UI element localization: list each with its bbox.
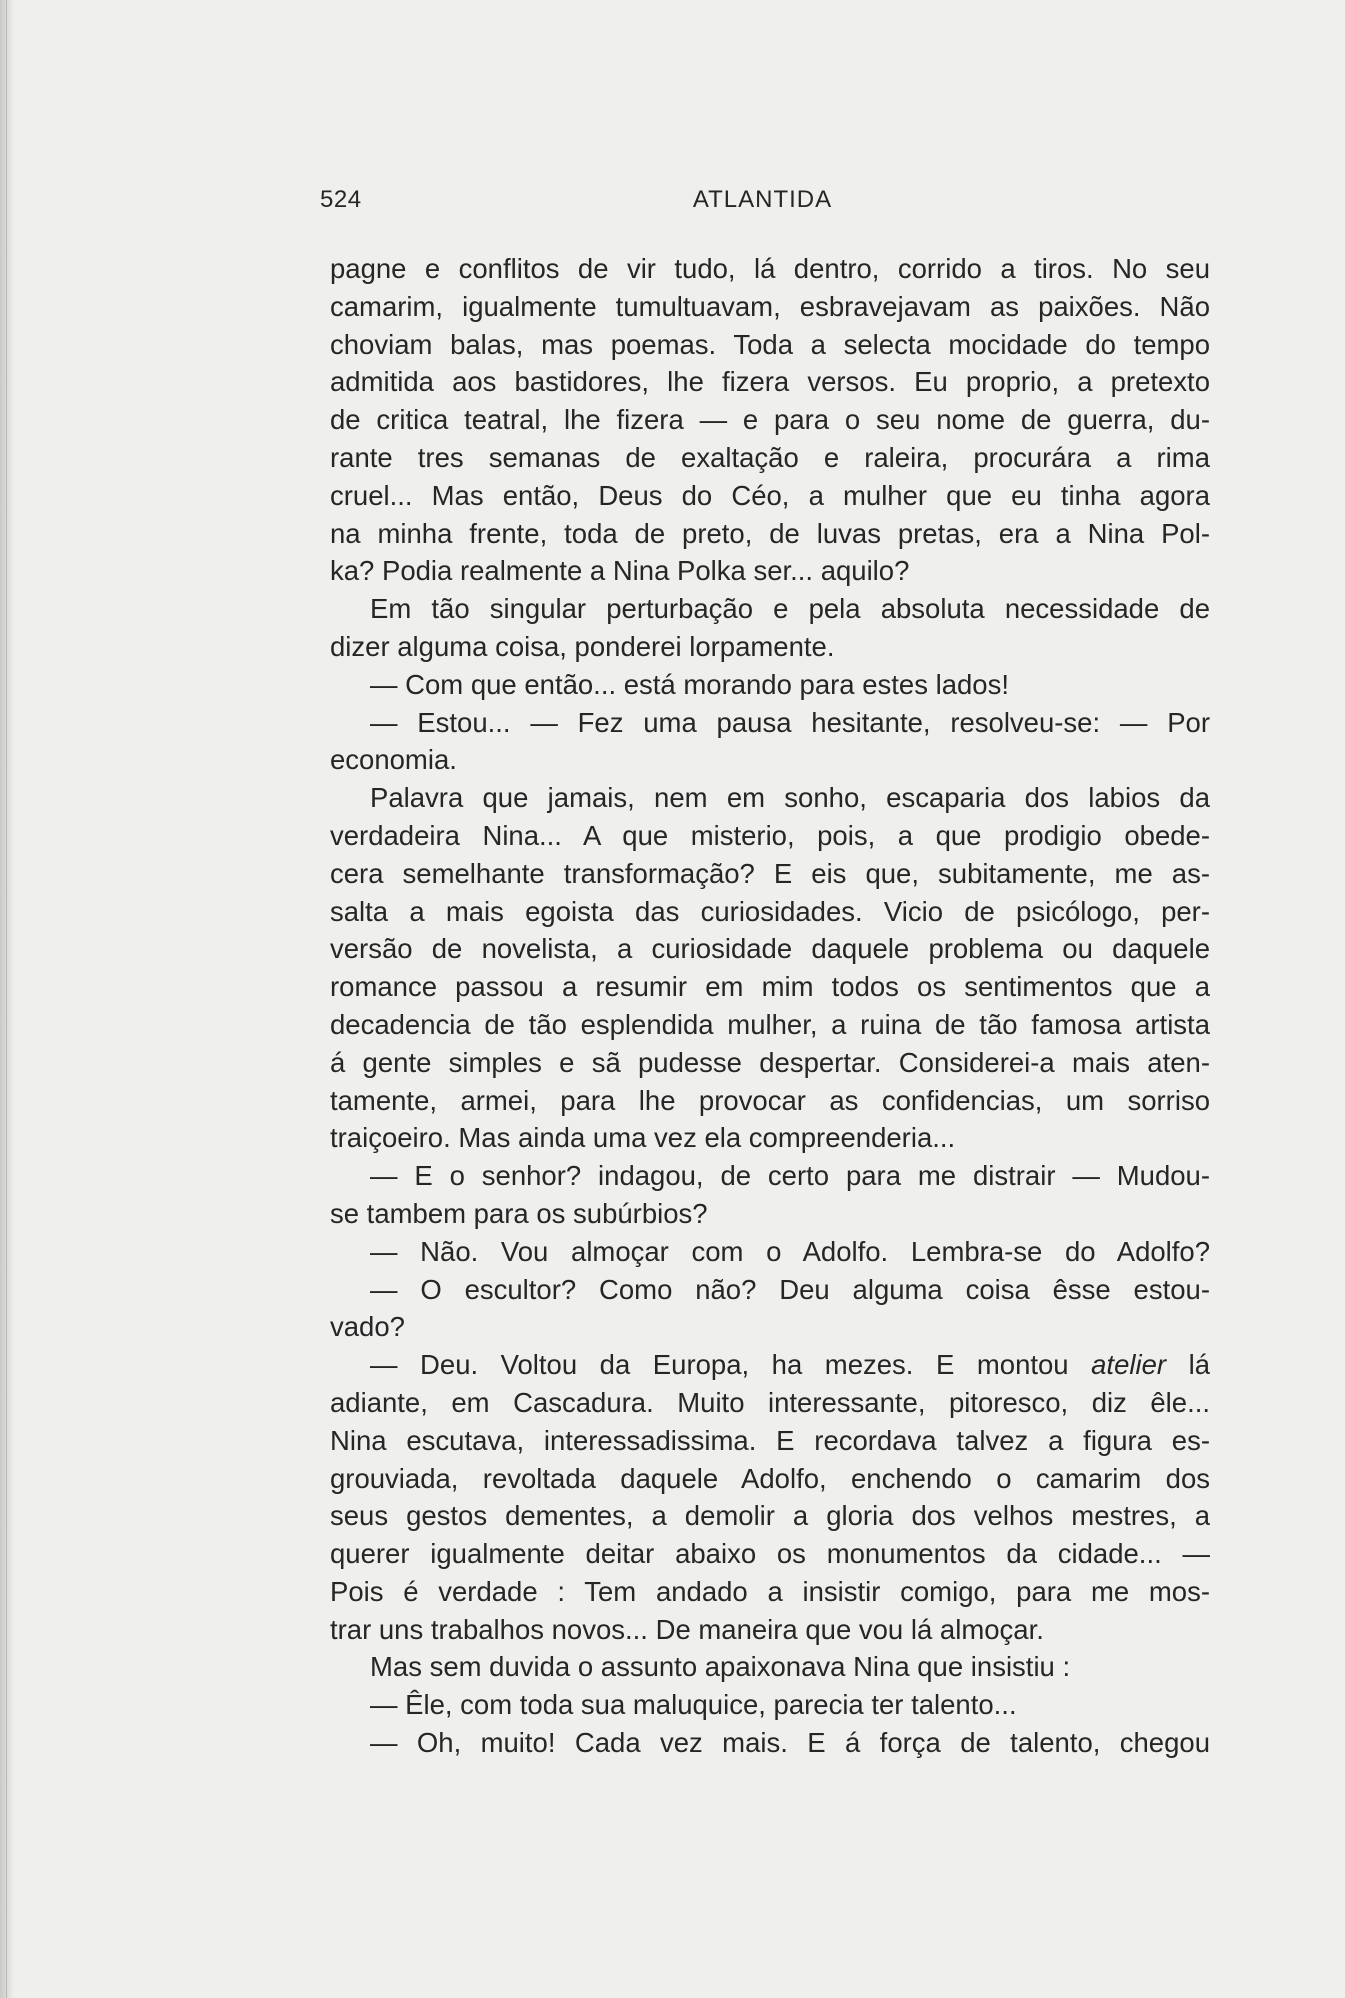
text-line: [330, 1422, 1210, 1460]
text-line: [330, 779, 1210, 817]
text-line-content: de critica teatral, lhe fizera — e para o seu nome de guerra, du-: [330, 404, 1210, 436]
text-line: [330, 628, 1210, 666]
text-line: [330, 1195, 1210, 1233]
page-header: [320, 186, 1205, 222]
text-line: [330, 1271, 1210, 1309]
text-line-content: vado?: [330, 1311, 405, 1343]
text-line: [330, 1460, 1210, 1498]
text-line-content: traiçoeiro. Mas ainda uma vez ela compreenderia...: [330, 1122, 956, 1154]
text-line-content: cera semelhante transformação? E eis que, subitamente, me as-: [330, 857, 1210, 889]
text-line-content: Nina escutava, interessadissima. E recordava talvez a figura es-: [330, 1424, 1210, 1456]
text-line: [330, 1119, 1210, 1157]
text-line-content: versão de novelista, a curiosidade daquele problema ou daquele: [330, 933, 1210, 965]
binding-line: [6, 0, 7, 1998]
page-number: 524: [320, 186, 362, 213]
text-line-content: ka? Podia realmente a Nina Polka ser... aquilo?: [330, 555, 910, 587]
text-line: [330, 893, 1210, 931]
italic-word: atelier: [1091, 1349, 1167, 1381]
text-line: [330, 515, 1210, 553]
text-line-content: Palavra que jamais, nem em sonho, escaparia dos labios da: [370, 782, 1210, 814]
text-line-content: na minha frente, toda de preto, de luvas pretas, era a Nina Pol-: [330, 517, 1210, 549]
text-line: [330, 1497, 1210, 1535]
text-line: [330, 1044, 1210, 1082]
text-line-content: camarim, igualmente tumultuavam, esbravejavam as paixões. Não: [330, 290, 1210, 322]
text-line-content: — Oh, muito! Cada vez mais. E á força de talento, chegou: [370, 1727, 1210, 1759]
text-line: [330, 1648, 1210, 1686]
text-line: [330, 1535, 1210, 1573]
text-line-content: Pois é verdade : Tem andado a insistir comigo, para me mos-: [330, 1575, 1210, 1607]
text-line-content: Em tão singular perturbação e pela absoluta necessidade de: [370, 593, 1210, 625]
text-line: [330, 439, 1210, 477]
text-line-content: cruel... Mas então, Deus do Céo, a mulher que eu tinha agora: [330, 479, 1210, 511]
text-line: [330, 326, 1210, 364]
text-line: [330, 817, 1210, 855]
text-line-content: — Estou... — Fez uma pausa hesitante, resolveu-se: — Por: [370, 706, 1210, 738]
text-line-content: romance passou a resumir em mim todos os sentimentos que a: [330, 971, 1210, 1003]
text-line: [330, 552, 1210, 590]
text-line: [330, 1611, 1210, 1649]
text-line-content: Mas sem duvida o assunto apaixonava Nina que insistiu :: [370, 1651, 1071, 1683]
text-line: [330, 250, 1210, 288]
text-line: [330, 1308, 1210, 1346]
text-line-content: grouviada, revoltada daquele Adolfo, enchendo o camarim dos: [330, 1462, 1210, 1494]
text-line: [330, 704, 1210, 742]
text-line-content: adiante, em Cascadura. Muito interessante, pitoresco, diz êle...: [330, 1386, 1210, 1418]
text-line-content: — Deu. Voltou da Europa, ha mezes. E montou: [370, 1349, 1069, 1381]
text-line: [330, 1573, 1210, 1611]
text-line: [330, 1724, 1210, 1762]
text-line-content: — Não. Vou almoçar com o Adolfo. Lembra-se do Adolfo?: [370, 1235, 1210, 1267]
text-line: [330, 1346, 1210, 1384]
text-line-content: verdadeira Nina... A que misterio, pois, a que prodigio obede-: [330, 819, 1210, 851]
text-line: [330, 401, 1210, 439]
text-line-content: rante tres semanas de exaltação e raleira, procurára a rima: [330, 441, 1210, 473]
text-line-content: — Êle, com toda sua maluquice, parecia ter talento...: [370, 1689, 1017, 1721]
text-line-content: salta a mais egoista das curiosidades. Vicio de psicólogo, per-: [330, 895, 1210, 927]
text-line: [330, 363, 1210, 401]
text-line-content: se tambem para os subúrbios?: [330, 1197, 708, 1229]
text-line-content: economia.: [330, 744, 457, 776]
text-line-content: á gente simples e sã pudesse despertar. Considerei-a mais aten-: [330, 1046, 1210, 1078]
text-line: [330, 1082, 1210, 1120]
text-line: [330, 1384, 1210, 1422]
text-line-content: — O escultor? Como não? Deu alguma coisa êsse estou-: [370, 1273, 1210, 1305]
binding-edge: [0, 0, 14, 1998]
text-line: [330, 741, 1210, 779]
text-line-content: — Com que então... está morando para estes lados!: [370, 668, 1009, 700]
text-line-content: choviam balas, mas poemas. Toda a selecta mocidade do tempo: [330, 328, 1210, 360]
body-text: [330, 250, 1210, 1762]
text-line-content: dizer alguma coisa, ponderei lorpamente.: [330, 630, 835, 662]
text-line-content: pagne e conflitos de vir tudo, lá dentro, corrido a tiros. No seu: [330, 253, 1210, 284]
text-line-content: decadencia de tão esplendida mulher, a ruina de tão famosa artista: [330, 1008, 1210, 1040]
text-line-content: admitida aos bastidores, lhe fizera versos. Eu proprio, a pretexto: [330, 366, 1210, 398]
text-line: [330, 590, 1210, 628]
text-line: [330, 1006, 1210, 1044]
text-line: [330, 968, 1210, 1006]
text-line: [330, 1157, 1210, 1195]
text-line-content: tamente, armei, para lhe provocar as confidencias, um sorriso: [330, 1084, 1210, 1116]
text-line: [330, 288, 1210, 326]
text-line-content: trar uns trabalhos novos... De maneira que vou lá almoçar.: [330, 1613, 1044, 1645]
text-line-tail: lá: [1188, 1349, 1210, 1381]
text-line: [330, 855, 1210, 893]
running-title: ATLANTIDA: [692, 186, 833, 213]
text-line: [330, 666, 1210, 704]
text-line-content: — E o senhor? indagou, de certo para me distrair — Mudou-: [370, 1160, 1210, 1192]
text-line: [330, 1686, 1210, 1724]
text-line-content: querer igualmente deitar abaixo os monumentos da cidade... —: [330, 1538, 1210, 1570]
text-line-content: seus gestos dementes, a demolir a gloria dos velhos mestres, a: [330, 1500, 1210, 1532]
text-line: [330, 930, 1210, 968]
text-line: [330, 1233, 1210, 1271]
text-line: [330, 477, 1210, 515]
